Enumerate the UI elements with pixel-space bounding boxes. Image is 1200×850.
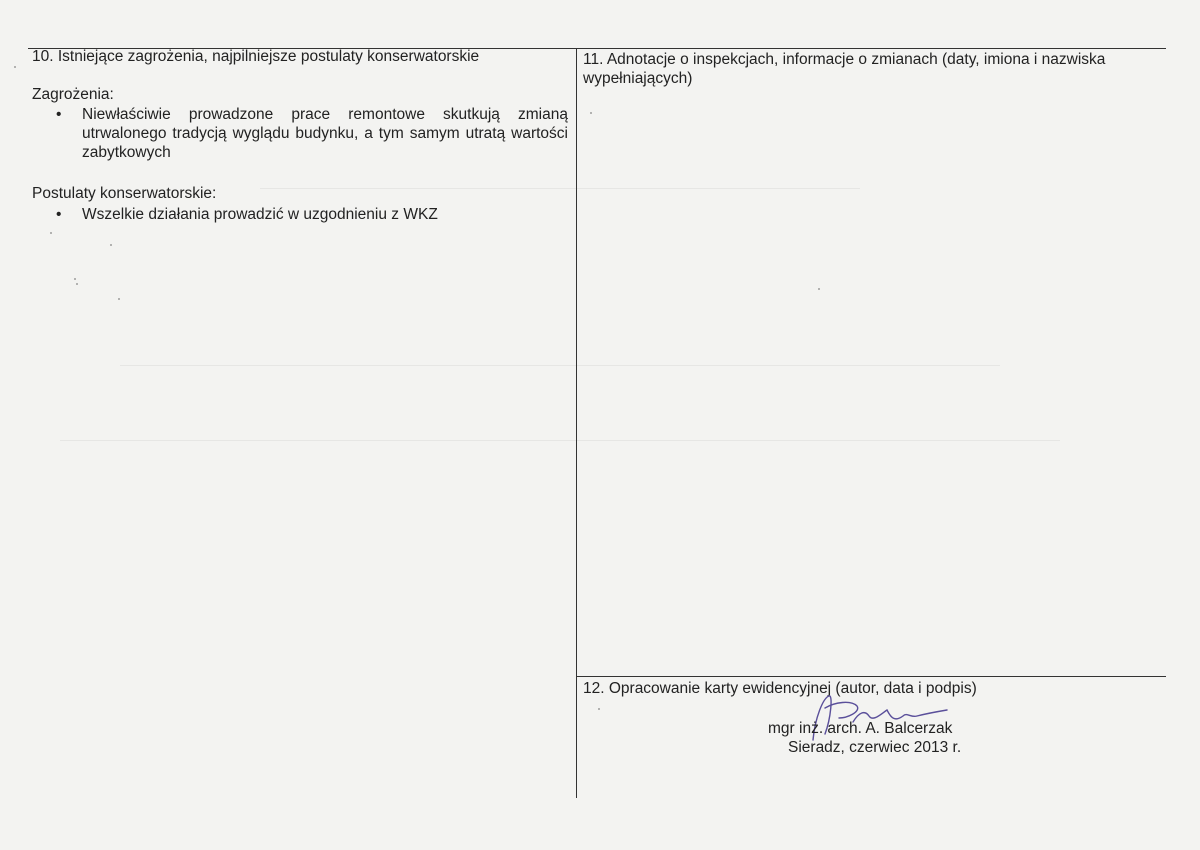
threats-label: Zagrożenia: <box>32 86 114 103</box>
section-10-heading: 10. Istniejące zagrożenia, najpilniejsze postulaty konserwatorskie <box>32 48 480 65</box>
section-11-heading: 11. Adnotacje o inspekcjach, informacje o zmianach (daty, imiona i nazwiska wypełniających) <box>583 51 1106 87</box>
place-and-date: Sieradz, czerwiec 2013 r. <box>788 739 962 756</box>
list-item <box>56 105 568 162</box>
bullet-icon: • <box>56 206 62 223</box>
postulates-label: Postulaty konserwatorskie: <box>32 185 217 202</box>
scan-artifact <box>260 188 860 189</box>
postulates-list <box>56 205 568 224</box>
section-12-border <box>576 676 1166 677</box>
threats-list <box>56 105 568 162</box>
author-name: mgr inż. arch. A. Balcerzak <box>768 720 953 737</box>
scan-artifact <box>120 365 1000 366</box>
threat-text: Niewłaściwie prowadzone prace remontowe skutkują zmianą utrwalonego tradycją wyglądu budynku, a tym samym utratą wartości zabytkowych <box>82 106 568 161</box>
scan-artifact <box>60 440 1060 441</box>
bullet-icon: • <box>56 106 62 123</box>
column-divider <box>576 48 577 798</box>
section-12-heading: 12. Opracowanie karty ewidencyjnej (autor, data i podpis) <box>583 680 977 697</box>
list-item <box>56 205 568 224</box>
postulate-text: Wszelkie działania prowadzić w uzgodnieniu z WKZ <box>82 206 438 223</box>
